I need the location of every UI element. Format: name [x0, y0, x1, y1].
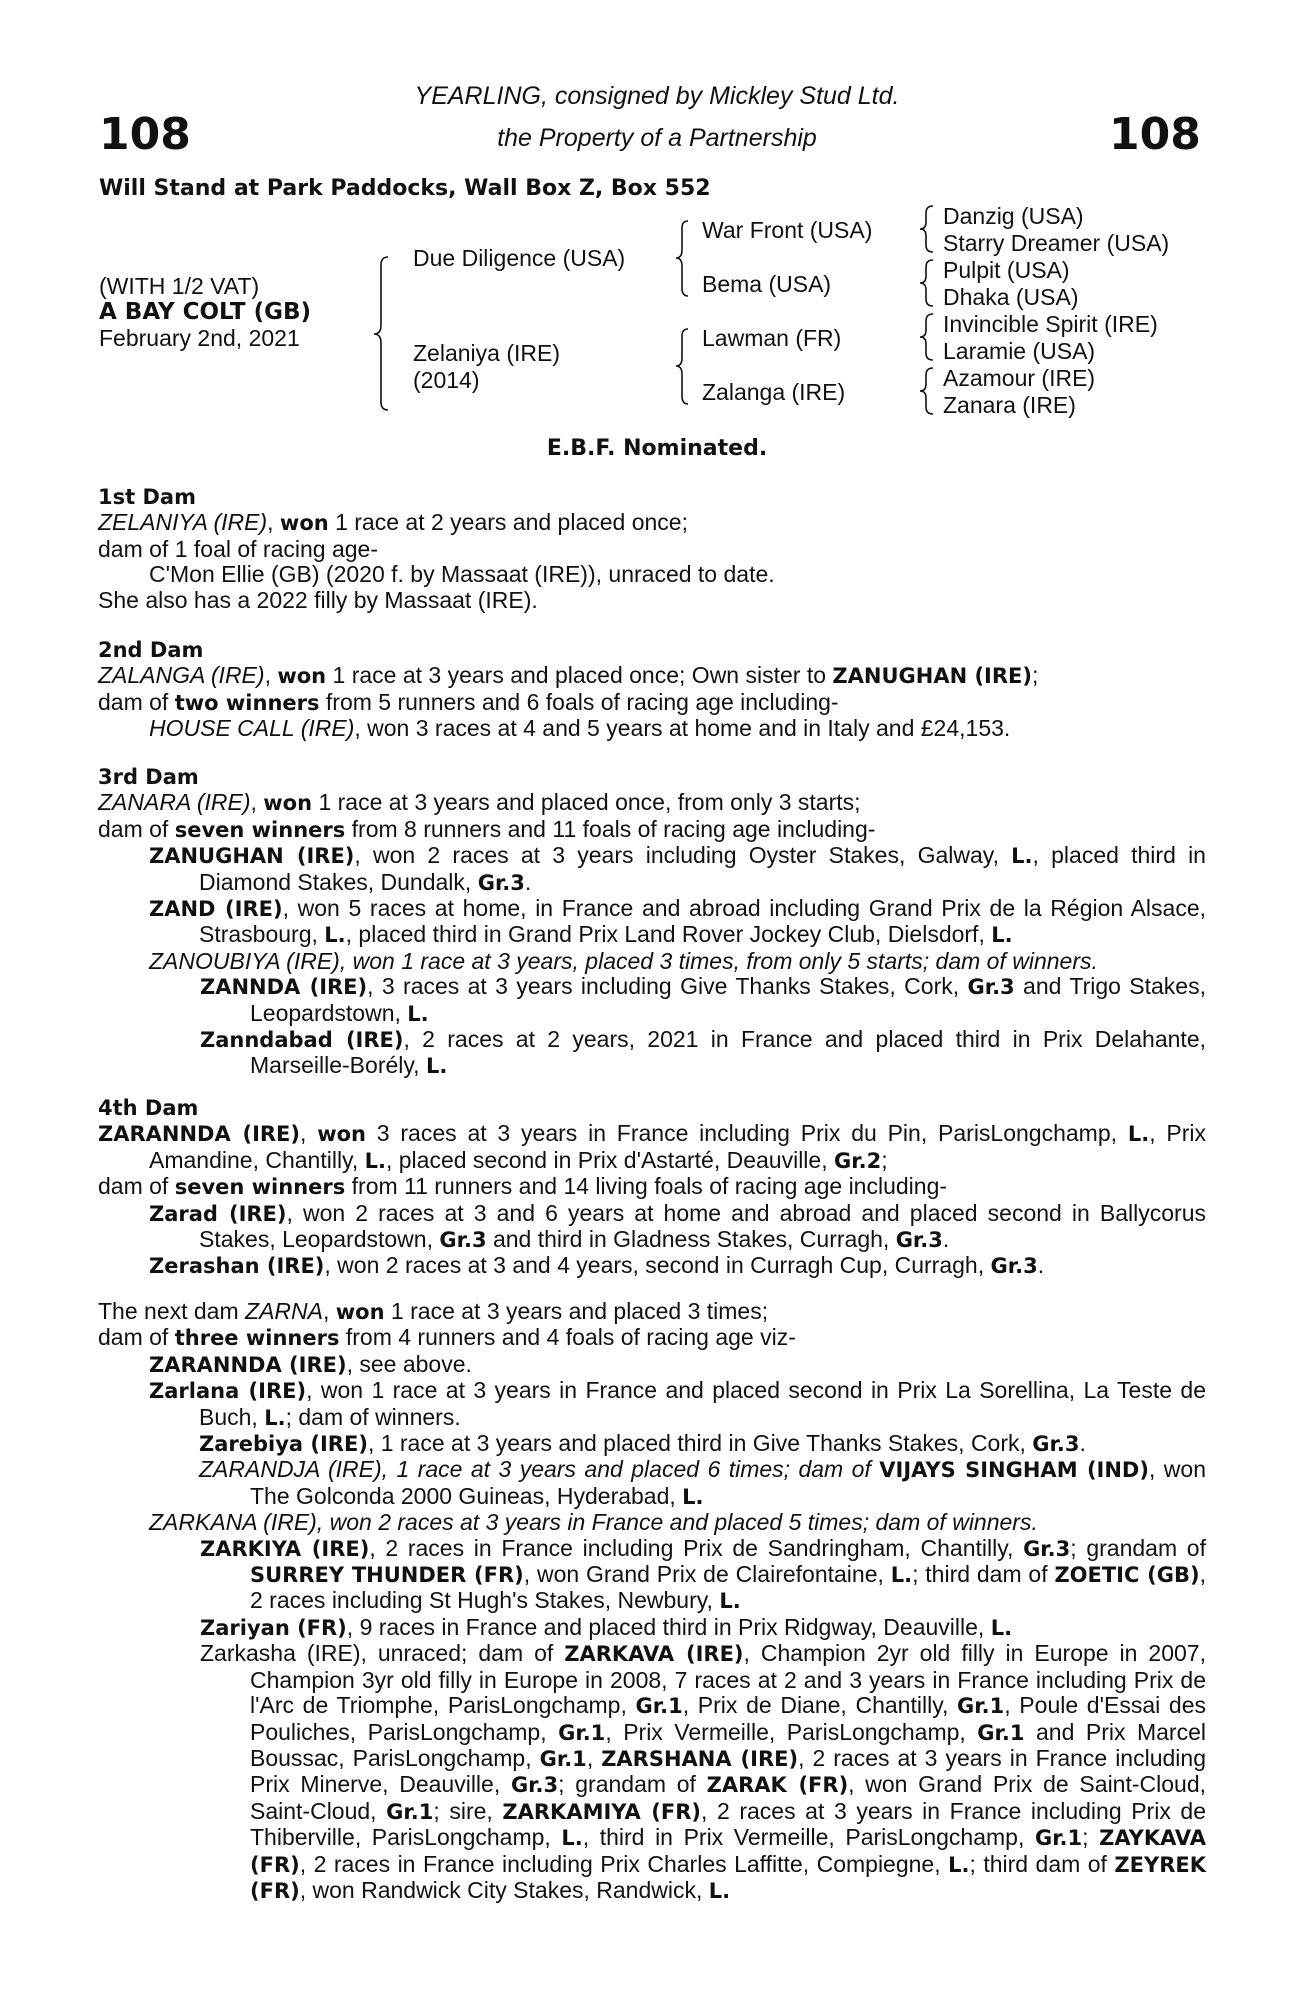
first-dam-heading: 1st Dam [98, 485, 196, 509]
first-dam-section: 1st Dam ZELANIYA (IRE), won 1 race at 2 years and placed once; dam of 1 foal of racing age- C'Mon Ellie (GB) (2020 f. by Massaat (IRE)), unraced to date. She also has a 2022 filly by Massaat (IRE). [98, 485, 1206, 613]
pedigree-brackets [0, 0, 1314, 440]
property-line: the Property of a Partnership [497, 124, 817, 152]
dam-of-sire: Bema (USA) [702, 271, 832, 297]
fourth-dam-name: ZARANNDA (IRE) [98, 1122, 300, 1147]
second-dam-heading: 2nd Dam [98, 638, 204, 662]
progeny-entry: ZAND (IRE), won 5 races at home, in France and abroad including Grand Prix de la Région Alsace, Strasbourg, L., placed third in Grand Prix Land Rover Jockey Club, Dielsdorf, L. [149, 895, 1206, 948]
sire-of-dam: Lawman (FR) [702, 325, 842, 351]
progeny-entry: ZARANNDA (IRE), see above. [149, 1350, 472, 1377]
dam: Zelaniya (IRE) [413, 340, 560, 366]
ggp-invincible-spirit: Invincible Spirit (IRE) [943, 311, 1158, 337]
grand-progeny-entry: Zarebiya (IRE), 1 race at 3 years and placed third in Give Thanks Stakes, Cork, Gr.3. [199, 1430, 1086, 1457]
grand-progeny-entry: ZARANDJA (IRE), 1 race at 3 years and placed 6 times; dam of VIJAYS SINGHAM (IND), won The Golconda 2000 Guineas, Hyderabad, L. [199, 1456, 1206, 1509]
grand-progeny-entry: Zariyan (FR), 9 races in France and placed third in Prix Ridgway, Deauville, L. [200, 1613, 1013, 1640]
sire: Due Diligence (USA) [413, 245, 626, 271]
grand-progeny-entry: Zarkasha (IRE), unraced; dam of ZARKAVA (IRE), Champion 2yr old filly in Europe in 2007, Champion 3yr old filly in Europe in 2008, 7 races at 2 and 3 years in France including Prix de l'Arc de Triomphe, ParisLongchamp, Gr.1, Prix de Diane, Chantilly, Gr.1, Poule d'Essai des Pouliches, ParisLongchamp, Gr.1, Prix Vermeille, ParisLongchamp, Gr.1 and Prix Marcel Boussac, ParisLongchamp, Gr.1, ZARSHANA (IRE), 2 races at 3 years in France including Prix Minerve, Deauville, Gr.3; grandam of ZARAK (FR), won Grand Prix de Saint-Cloud, Saint-Cloud, Gr.1; sire, ZARKAMIYA (FR), 2 races at 3 years in France including Prix de Thiberville, ParisLongchamp, L., third in Prix Vermeille, ParisLongchamp, Gr.1; ZAYKAVA (FR), 2 races in France including Prix Charles Laffitte, Compiegne, L.; third dam of ZEYREK (FR), won Randwick City Stakes, Randwick, L. [200, 1640, 1207, 1903]
next-dam-name: ZARNA [245, 1298, 323, 1324]
first-dam-note: She also has a 2022 filly by Massaat (IRE). [98, 586, 538, 613]
vat-note: (WITH 1/2 VAT) [99, 273, 260, 299]
progeny-entry: ZANOUBIYA (IRE), won 1 race at 3 years, placed 3 times, from only 5 starts; dam of winners. [149, 947, 1098, 974]
first-dam-foal: C'Mon Ellie (GB) (2020 f. by Massaat (IRE)), unraced to date. [149, 561, 775, 588]
ggp-dhaka: Dhaka (USA) [943, 284, 1079, 310]
ggp-starry-dreamer: Starry Dreamer (USA) [943, 230, 1170, 256]
stand-location: Will Stand at Park Paddocks, Wall Box Z, Box 552 [99, 176, 711, 201]
own-sister-name: ZANUGHAN (IRE) [832, 664, 1032, 689]
ggp-zanara: Zanara (IRE) [943, 392, 1076, 418]
progeny-entry: ZARKANA (IRE), won 2 races at 3 years in France and placed 5 times; dam of winners. [149, 1509, 1038, 1536]
ggp-danzig: Danzig (USA) [943, 203, 1084, 229]
second-dam-name: ZALANGA (IRE) [98, 662, 265, 689]
third-dam-heading: 3rd Dam [98, 765, 199, 789]
ggp-laramie: Laramie (USA) [943, 338, 1096, 364]
next-dam-section: The next dam ZARNA, won 1 race at 3 years and placed 3 times; dam of three winners from 4 runners and 4 foals of racing age viz- ZARANNDA (IRE), see above. Zarlana (IRE), won 1 race at 3 years in France and placed second in Prix La Sorellina, La Teste de Buch, L.; dam of winners. Zarebiya (IRE), 1 race at 3 years and placed third in Give Thanks Stakes, Cork, Gr.3. ZARANDJA (IRE), 1 race at 3 years and placed 6 times; dam of VIJAYS SINGHAM (IND), won The Golconda 2000 Guineas, Hyderabad, L. ZARKANA (IRE), won 2 races at 3 years in France and placed 5 times; dam of winners. ZARKIYA (IRE), 2 races in France including Prix de Sandringham, Chantilly, Gr.3; grandam of SURREY THUNDER (FR), won Grand Prix de Clairefontaine, L.; third dam of ZOETIC (GB), 2 races including St Hugh's Stakes, Newbury, L. Zariyan (FR), 9 races in France and placed third in Prix Ridgway, Deauville, L. Zarkasha (IRE), unraced; dam of ZARKAVA (IRE), Champion 2yr old filly in Europe in 2007, Champion 3yr old filly in Europe in 2008, 7 races at 2 and 3 years in France including Prix de l'Arc de Triomphe, ParisLongchamp, Gr.1, Prix de Diane, Chantilly, Gr.1, Poule d'Essai des Pouliches, ParisLongchamp, Gr.1, Prix Vermeille, ParisLongchamp, Gr.1 and Prix Marcel Boussac, ParisLongchamp, Gr.1, ZARSHANA (IRE), 2 races at 3 years in France including Prix Minerve, Deauville, Gr.3; grandam of ZARAK (FR), won Grand Prix de Saint-Cloud, Saint-Cloud, Gr.1; sire, ZARKAMIYA (FR), 2 races at 3 years in France including Prix de Thiberville, ParisLongchamp, L., third in Prix Vermeille, ParisLongchamp, Gr.1; ZAYKAVA (FR), 2 races in France including Prix Charles Laffitte, Compiegne, L.; third dam of ZEYREK (FR), won Randwick City Stakes, Randwick, L. [98, 1298, 1207, 1903]
progeny-entry: ZANUGHAN (IRE), won 2 races at 3 years including Oyster Stakes, Galway, L., placed third in Diamond Stakes, Dundalk, Gr.3. [149, 842, 1206, 895]
lot-number-left: 108 [99, 109, 191, 160]
fourth-dam-section: 4th Dam ZARANNDA (IRE), won 3 races at 3 years in France including Prix du Pin, ParisLongchamp, L., Prix Amandine, Chantilly, L., placed second in Prix d'Astarté, Deauville, Gr.2; dam of seven winners from 11 runners and 14 living foals of racing age including- Zarad (IRE), won 2 races at 3 and 6 years at home and abroad and placed second in Ballycorus Stakes, Leopardstown, Gr.3 and third in Gladness Stakes, Curragh, Gr.3. Zerashan (IRE), won 2 races at 3 and 4 years, second in Curragh Cup, Curragh, Gr.3. [98, 1096, 1206, 1279]
first-dam-produce-summary: dam of 1 foal of racing age- [98, 535, 378, 562]
fourth-dam-heading: 4th Dam [98, 1096, 199, 1120]
ebf-nominated: E.B.F. Nominated. [546, 436, 768, 461]
horse-name: A BAY COLT (GB) [99, 299, 312, 325]
progeny-entry: Zarlana (IRE), won 1 race at 3 years in France and placed second in Prix La Sorellina, La Teste de Buch, L.; dam of winners. [149, 1377, 1206, 1430]
foaling-date: February 2nd, 2021 [99, 325, 300, 351]
progeny-entry: Zerashan (IRE), won 2 races at 3 and 4 years, second in Curragh Cup, Curragh, Gr.3. [149, 1252, 1045, 1279]
dam-foaling-year: (2014) [413, 367, 480, 393]
progeny-name: HOUSE CALL (IRE) [149, 715, 355, 742]
grand-progeny-entry: Zanndabad (IRE), 2 races at 2 years, 2021 in France and placed third in Prix Delahante, Marseille-Borély, L. [200, 1026, 1206, 1079]
lot-number-right: 108 [1109, 109, 1201, 160]
first-dam-name: ZELANIYA (IRE) [98, 509, 268, 536]
dam-of-dam: Zalanga (IRE) [702, 379, 846, 405]
second-dam-section: 2nd Dam ZALANGA (IRE), won 1 race at 3 years and placed once; Own sister to ZANUGHAN (IRE); dam of two winners from 5 runners and 6 foals of racing age including- HOUSE CALL (IRE), won 3 races at 4 and 5 years at home and in Italy and £24,153. [98, 638, 1206, 742]
progeny-entry: Zarad (IRE), won 2 races at 3 and 6 years at home and abroad and placed second in Ballycorus Stakes, Leopardstown, Gr.3 and third in Gladness Stakes, Curragh, Gr.3. [149, 1199, 1206, 1253]
consignment-line: YEARLING, consigned by Mickley Stud Ltd. [414, 82, 900, 110]
ggp-pulpit: Pulpit (USA) [943, 257, 1070, 283]
grand-progeny-entry: ZARKIYA (IRE), 2 races in France including Prix de Sandringham, Chantilly, Gr.3; grandam of SURREY THUNDER (FR), won Grand Prix de Clairefontaine, L.; third dam of ZOETIC (GB), 2 races including St Hugh's Stakes, Newbury, L. [200, 1534, 1206, 1614]
third-dam-section: 3rd Dam ZANARA (IRE), won 1 race at 3 years and placed once, from only 3 starts; dam of seven winners from 8 runners and 11 foals of racing age including- ZANUGHAN (IRE), won 2 races at 3 years including Oyster Stakes, Galway, L., placed third in Diamond Stakes, Dundalk, Gr.3. ZAND (IRE), won 5 races at home, in France and abroad including Grand Prix de la Région Alsace, Strasbourg, L., placed third in Grand Prix Land Rover Jockey Club, Dielsdorf, L. ZANOUBIYA (IRE), won 1 race at 3 years, placed 3 times, from only 5 starts; dam of winners. ZANNDA (IRE), 3 races at 3 years including Give Thanks Stakes, Cork, Gr.3 and Trigo Stakes, Leopardstown, L. Zanndabad (IRE), 2 races at 2 years, 2021 in France and placed third in Prix Delahante, Marseille-Borély, L. [98, 765, 1206, 1079]
grand-progeny-entry: ZANNDA (IRE), 3 races at 3 years including Give Thanks Stakes, Cork, Gr.3 and Trigo Stakes, Leopardstown, L. [200, 973, 1206, 1026]
third-dam-name: ZANARA (IRE) [98, 789, 251, 816]
ggp-azamour: Azamour (IRE) [943, 365, 1096, 391]
sire-of-sire: War Front (USA) [702, 217, 873, 243]
